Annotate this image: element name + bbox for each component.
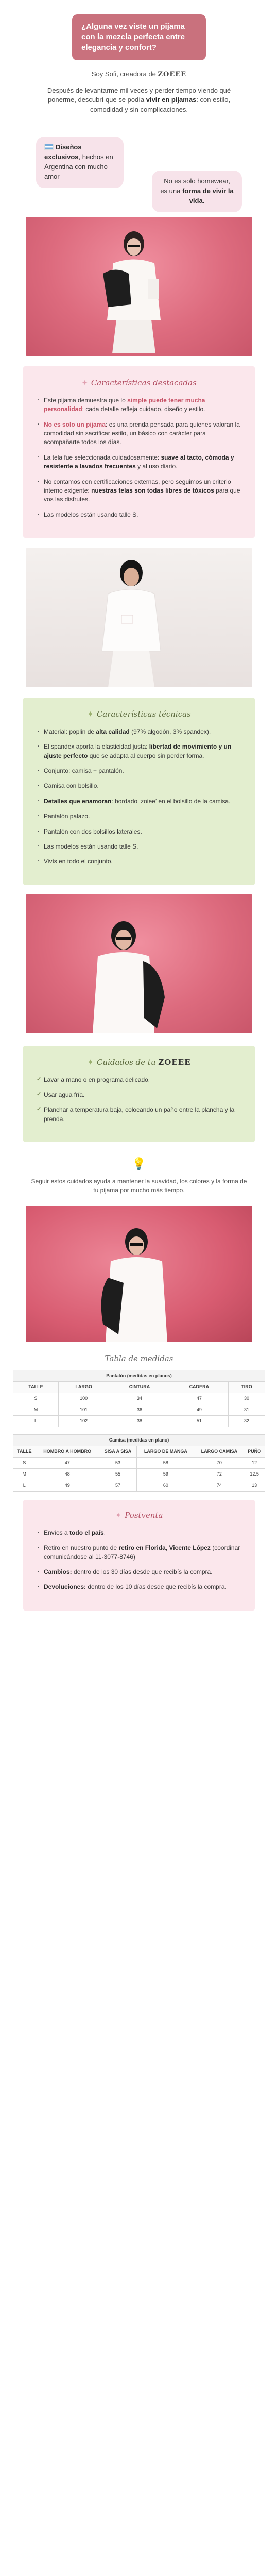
care-list (37, 1076, 241, 1124)
table-cell: 30 (229, 1393, 265, 1404)
list-item (37, 1583, 241, 1591)
shirt-table-caption: Camisa (medidas en plano) (13, 1434, 265, 1446)
item-text: Pantalón palazo. (44, 812, 90, 820)
sparkle-icon: ✦ (87, 1057, 94, 1067)
model-illustration-3 (26, 894, 252, 1033)
table-cell: 70 (195, 1457, 244, 1468)
item-text: Vivís en todo el conjunto. (44, 858, 113, 866)
item-bold: todo el país (70, 1529, 104, 1536)
brand-logo: ZOEEE (158, 70, 187, 78)
item-text: (97% algodón, 3% spandex). (129, 727, 211, 735)
table-cell: 74 (195, 1480, 244, 1491)
table-cell: 53 (99, 1457, 136, 1468)
features-list (37, 396, 241, 519)
sparkle-icon: ✦ (87, 709, 94, 719)
item-text: para que vos las disfrutes. (44, 487, 240, 503)
list-item (37, 396, 241, 414)
table-cell: S (13, 1393, 59, 1404)
item-text: : bordado ‘zoiee’ en el bolsillo de la camisa. (111, 797, 231, 805)
item-bold: Detalles que enamoran (44, 797, 112, 805)
list-item (37, 453, 241, 471)
table-row (13, 1457, 265, 1468)
list-item: ✓ Usar agua fría. (37, 1091, 241, 1099)
item-text: : cada detalle refleja cuidado, diseño y estilo. (82, 405, 205, 413)
table-cell: 38 (109, 1415, 170, 1427)
table-cell: 48 (36, 1468, 99, 1480)
care-note (0, 1142, 278, 1195)
table-cell: 58 (137, 1457, 195, 1468)
item-bold: suave al tacto, cómoda y resistente a lavados frecuentes (44, 453, 234, 470)
sparkle-icon: ✦ (81, 378, 88, 388)
item-text: Material: poplin de (44, 727, 96, 735)
table-cell: 51 (170, 1415, 228, 1427)
sparkle-icon: ✦ (115, 1511, 122, 1520)
hero-section (0, 0, 278, 126)
list-item (37, 1544, 241, 1562)
list-item (37, 842, 241, 851)
table-header: TALLE (13, 1381, 59, 1393)
hero-question: ¿Alguna vez viste un pijama con la mezcla perfecta entre elegancia y confort? (72, 14, 206, 60)
item-text: . (103, 1529, 106, 1536)
technical-list (37, 727, 241, 867)
item-text: : es una prenda pensada para quienes valoran la comodidad sin sacrificar estilo, un básico con carácter para acompañarte todos los días. (44, 420, 240, 446)
item-bold: Devoluciones: (44, 1583, 86, 1591)
intro-body-2: : con estilo, comodidad y sin complicaciones. (90, 96, 231, 114)
table-cell: 12 (244, 1457, 265, 1468)
table-cell: 59 (137, 1468, 195, 1480)
item-text: No contamos con certificaciones externas, pero seguimos un criterio interno exigente: (44, 478, 231, 494)
item-text: (coordinar comunicándose al 11-3077-8746) (44, 1544, 240, 1561)
table-cell: L (13, 1415, 59, 1427)
table-header: TALLE (13, 1446, 36, 1457)
list-item: ✓ Lavar a mano o en programa delicado. (37, 1076, 241, 1084)
table-cell: 34 (109, 1393, 170, 1404)
item-text: que se adapta al cuerpo sin perder forma. (88, 752, 204, 759)
pants-size-table (13, 1370, 265, 1427)
list-item (37, 478, 241, 504)
table-cell: 102 (58, 1415, 109, 1427)
care-note-text: Seguir estos cuidados ayuda a mantener la suavidad, los colores y la forma de tu pijama por mucho más tiempo. (31, 1178, 247, 1194)
table-header: SISA A SISA (99, 1446, 136, 1457)
table-cell: 47 (170, 1393, 228, 1404)
item-text: Retiro en nuestro punto de (44, 1544, 119, 1552)
table-cell: 36 (109, 1404, 170, 1415)
table-row (13, 1415, 265, 1427)
bubble-left-rest: , hechos en Argentina con mucho amor (44, 152, 113, 180)
table-header: TIRO (229, 1381, 265, 1393)
brand-logo: ZOEEE (158, 1057, 191, 1067)
care-title: Cuidados de tu (96, 1057, 156, 1067)
table-cell: 32 (229, 1415, 265, 1427)
table-header: HOMBRO A HOMBRO (36, 1446, 99, 1457)
technical-title: Características técnicas (96, 709, 191, 719)
size-table-title: Tabla de medidas (105, 1353, 173, 1363)
list-item (37, 1568, 241, 1577)
table-row (13, 1404, 265, 1415)
table-cell: 72 (195, 1468, 244, 1480)
product-photo-1 (26, 217, 252, 356)
table-header: PUÑO (244, 1446, 265, 1457)
table-cell: 100 (58, 1393, 109, 1404)
item-bold: nuestras telas son todas libres de tóxicos (91, 487, 214, 494)
list-item (37, 797, 241, 806)
item-text: Camisa con bolsillo. (44, 782, 99, 790)
table-cell: 57 (99, 1480, 136, 1491)
intro-body-1: Después de levantarme mil veces y perder tiempo viendo qué ponerme, descubrí que se podía (47, 86, 231, 104)
intro-text (15, 70, 263, 115)
table-cell: S (13, 1457, 36, 1468)
intro-bold: vivir en pijamas (146, 96, 197, 104)
table-cell: M (13, 1404, 59, 1415)
list-item (37, 742, 241, 760)
table-header: LARGO CAMISA (195, 1446, 244, 1457)
list-item (37, 857, 241, 866)
table-cell: 49 (170, 1404, 228, 1415)
product-photo-3 (26, 894, 252, 1033)
table-cell: 55 (99, 1468, 136, 1480)
intro-prefix: Soy Sofi, creadora de (91, 70, 156, 78)
technical-card (23, 698, 255, 885)
features-title: Características destacadas (91, 378, 197, 388)
item-bold: Cambios: (44, 1568, 72, 1575)
product-photo-2 (26, 548, 252, 687)
item-text: Pantalón con dos bolsillos laterales. (44, 827, 142, 835)
shirt-size-table (13, 1434, 265, 1492)
bubble-left-bold: Diseños exclusivos (44, 143, 82, 161)
item-text: dentro de los 10 días desde que recibís la compra. (86, 1583, 227, 1591)
list-item (37, 782, 241, 790)
table-header: LARGO DE MANGA (137, 1446, 195, 1457)
argentina-flag-icon (44, 144, 54, 150)
table-cell: 47 (36, 1457, 99, 1468)
list-item (37, 812, 241, 821)
item-bold: retiro en Florida, Vicente López (118, 1544, 211, 1552)
item-text: El spandex aporta la elasticidad justa: (44, 743, 149, 751)
table-cell: L (13, 1480, 36, 1491)
list-item (37, 1529, 241, 1537)
list-item (37, 827, 241, 836)
table-cell: 60 (137, 1480, 195, 1491)
bubble-lifestyle (152, 171, 242, 212)
table-row (13, 1480, 265, 1491)
item-bold: alta calidad (96, 727, 130, 735)
model-illustration-1 (26, 217, 252, 356)
table-cell: 12.5 (244, 1468, 265, 1480)
table-row (13, 1468, 265, 1480)
table-cell: 31 (229, 1404, 265, 1415)
item-text: Este pijama demuestra que lo (44, 396, 128, 404)
table-cell: M (13, 1468, 36, 1480)
bubble-right-pre: No es solo homewear, es una (160, 177, 230, 195)
postventa-title: Postventa (125, 1511, 163, 1520)
postventa-card (23, 1500, 255, 1611)
item-text: Conjunto: camisa + pantalón. (44, 767, 124, 775)
product-photo-4 (26, 1206, 252, 1342)
item-bold: No es solo un pijama (44, 420, 106, 428)
table-header: CADERA (170, 1381, 228, 1393)
model-illustration-4 (26, 1206, 252, 1342)
table-cell: 13 (244, 1480, 265, 1491)
pants-table-caption: Pantalón (medidas en planos) (13, 1370, 265, 1381)
list-item (37, 767, 241, 775)
table-cell: 49 (36, 1480, 99, 1491)
list-item (37, 511, 241, 519)
list-item (37, 727, 241, 736)
item-text: Envíos a (44, 1529, 70, 1536)
item-bold: simple puede tener mucha personalidad (44, 396, 205, 413)
model-illustration-2 (26, 548, 252, 687)
postventa-list (37, 1529, 241, 1592)
table-cell: 101 (58, 1404, 109, 1415)
bubble-exclusive-designs (36, 137, 124, 188)
item-text: Las modelos están usando talle S. (44, 843, 138, 851)
care-card (23, 1046, 255, 1142)
highlight-bubbles (15, 131, 263, 214)
item-text: dentro de los 30 días desde que recibís la compra. (72, 1568, 213, 1575)
lightbulb-icon: 💡 (132, 1157, 146, 1171)
table-header: LARGO (58, 1381, 109, 1393)
list-item: ✓ Planchar a temperatura baja, colocando un paño entre la plancha y la prenda. (37, 1106, 241, 1124)
item-text: Las modelos están usando talle S. (44, 511, 138, 518)
item-bold: libertad de movimiento y un ajuste perfecto (44, 743, 232, 759)
table-header: CINTURA (109, 1381, 170, 1393)
table-row (13, 1393, 265, 1404)
item-text: La tela fue seleccionada cuidadosamente: (44, 453, 161, 461)
features-card (23, 366, 255, 538)
bubble-right-bold: forma de vivir la vida. (182, 187, 234, 205)
list-item (37, 420, 241, 447)
item-text: y al uso diario. (135, 463, 178, 470)
